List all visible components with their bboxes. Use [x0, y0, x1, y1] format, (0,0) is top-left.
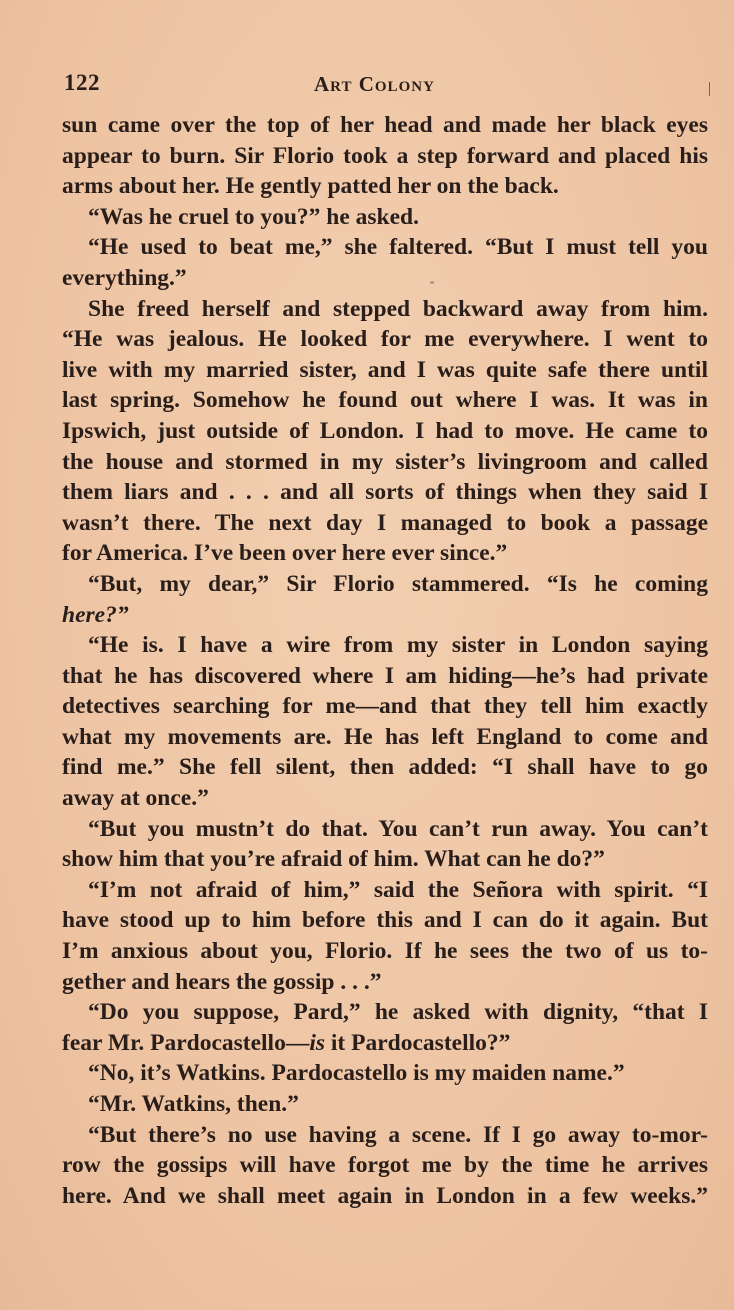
text-line: row the gossips will have forgot me by the time he arrives: [62, 1152, 708, 1179]
text-line: sun came over the top of her head and made her black eyes: [62, 112, 708, 138]
text-line: have stood up to him before this and I can do it again. But: [62, 907, 708, 934]
text-line: gether and hears the gossip . . .”: [62, 968, 382, 995]
text-line: “He is. I have a wire from my sister in London saying: [88, 632, 708, 659]
text-line: show him that you’re afraid of him. What can he do?”: [62, 846, 605, 873]
text-line: what my movements are. He has left England to come and: [62, 723, 708, 750]
text-line: find me.” She fell silent, then added: “I shall have to go: [62, 754, 708, 781]
text-line: “I’m not afraid of him,” said the Señora with spirit. “I: [88, 876, 708, 903]
text-line: Ipswich, just outside of London. I had to move. He came to: [62, 417, 708, 444]
text-line: detectives searching for me—and that they tell him exactly: [62, 693, 708, 720]
text-line: them liars and . . . and all sorts of things when they said I: [62, 479, 708, 506]
text-line: fear Mr. Pardocastello—is it Pardocastello?”: [62, 1029, 511, 1056]
running-head: Art Colony: [314, 72, 435, 96]
text-line: “No, it’s Watkins. Pardocastello is my maiden name.”: [88, 1060, 625, 1087]
text-line: live with my married sister, and I was quite safe there until: [62, 356, 708, 383]
page-header: [62, 68, 708, 102]
text-line: last spring. Somehow he found out where I was. It was in: [62, 387, 708, 414]
text-line: “Do you suppose, Pard,” he asked with dignity, “that I: [88, 999, 708, 1026]
text-line: “He used to beat me,” she faltered. “But I must tell you: [88, 234, 708, 261]
text-line: I’m anxious about you, Florio. If he sees the two of us to-: [62, 938, 708, 965]
text-line: “He was jealous. He looked for me everywhere. I went to: [62, 326, 708, 353]
text-line: “But there’s no use having a scene. If I go away to-mor-: [88, 1121, 708, 1148]
text-line: arms about her. He gently patted her on the back.: [62, 173, 559, 200]
book-page: [62, 68, 708, 1211]
text-line: here?”: [62, 601, 129, 628]
text-line: “But you mustn’t do that. You can’t run away. You can’t: [88, 815, 708, 842]
text-line: wasn’t there. The next day I managed to book a passage: [62, 509, 708, 536]
text-line: here. And we shall meet again in London in a few weeks.”: [62, 1182, 708, 1209]
text-line: everything.”: [62, 264, 187, 291]
text-line: for America. I’ve been over here ever since.”: [62, 540, 508, 567]
text-line: that he has discovered where I am hiding—he’s had private: [62, 662, 708, 689]
text-line: She freed herself and stepped backward away from him.: [88, 295, 708, 322]
paper-speck: [430, 281, 434, 284]
text-line: “But, my dear,” Sir Florio stammered. “Is he coming: [88, 570, 708, 597]
text-line: “Mr. Watkins, then.”: [88, 1091, 299, 1117]
body-text: [62, 110, 708, 1211]
text-line: appear to burn. Sir Florio took a step forward and placed his: [62, 142, 708, 169]
paper-mark: [709, 82, 710, 96]
text-line: away at once.”: [62, 785, 209, 812]
text-line: “Was he cruel to you?” he asked.: [88, 203, 419, 230]
text-line: the house and stormed in my sister’s livingroom and called: [62, 448, 708, 475]
page-number: 122: [64, 70, 100, 95]
